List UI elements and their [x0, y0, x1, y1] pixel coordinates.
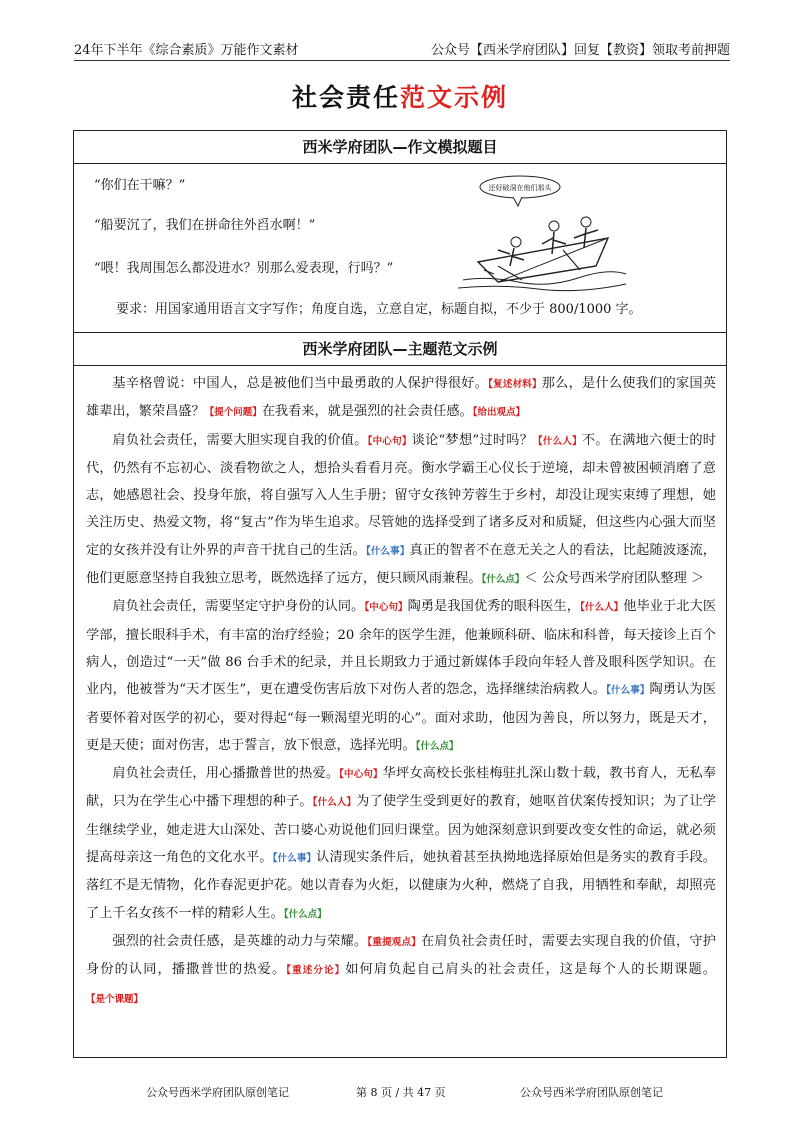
essay-text: 如何肩负起自己肩头的社会责任，这是每个人的长期课题。 — [345, 962, 716, 978]
annotation-tag: 【中心句】 — [367, 435, 412, 447]
essay-paragraph — [86, 370, 716, 427]
content-box — [73, 130, 727, 1058]
essay-text: 他毕业于北大医学部，擅长眼科手术，有丰富的治疗经验；20 余年的医学生涯，他兼顾科研、临床和科普，每天接诊上百个病人，创造过“一天”做 86 台手术的纪录，并且长期致力于通过新媒体手段向年轻人普及眼科医学知识。在业内，他被誉为“天才医生”，更在遭受伤害后放下对伤人者的怨念，选择继续治病救人。 — [86, 599, 717, 698]
annotation-tag: 【中心句】 — [339, 769, 383, 781]
essay-paragraph — [86, 593, 716, 760]
annotation-tag: 【什么事】 — [366, 545, 410, 557]
prompt-line: “你们在干嘛？” — [94, 178, 186, 193]
prompt-section-bar: 西米学府团队—作文模拟题目 — [74, 131, 726, 164]
speech-bubble-text: 还好破洞在他们那头 — [488, 184, 552, 192]
essay-text: 在我看来，就是强烈的社会责任感。 — [261, 404, 473, 420]
annotation-tag: 【什么人】 — [580, 602, 624, 614]
essay-text: 为了使学生受到更好的教育，她呕首伏案传授知识；为了让学生继续学业，她走进大山深处、苦口婆心劝说他们回归课堂。因为她深刻意识到要改变女性的命运，就必须提高母亲这一角色的文化水平。 — [86, 794, 716, 866]
prompt-requirement: 要求：用国家通用语言文字写作；角度自选，立意自定，标题自拟，不少于 800/1000 字。 — [116, 302, 642, 317]
essay-paragraph — [86, 760, 716, 928]
essay-text: 陶勇是我国优秀的眼科医生， — [407, 599, 581, 615]
annotation-tag: 【复述材料】 — [488, 379, 542, 390]
annotation-tag: 【是个课题】 — [86, 993, 144, 1005]
annotation-tag: 【什么人】 — [533, 435, 582, 447]
essay-text: 基辛格曾说：中国人，总是被他们当中最勇敢的人保护得很好。 — [112, 376, 489, 391]
prompt-section — [74, 164, 726, 333]
essay-text: 肩负社会责任，需要坚定守护身份的认同。 — [112, 599, 365, 615]
footer-right: 公众号西米学府团队原创笔记 — [520, 1086, 663, 1099]
essay-paragraph — [86, 427, 716, 594]
boat-cartoon-illustration — [458, 170, 628, 294]
essay-text: 谈论“梦想”过时吗？ — [411, 432, 534, 448]
prompt-line: “船要沉了，我们在拼命往外舀水啊！” — [94, 218, 316, 233]
essay-text: 肩负社会责任，用心播撒普世的热爱。 — [112, 766, 340, 782]
title-red: 范文示例 — [400, 83, 509, 112]
header-right: 公众号【西米学府团队】回复【教资】领取考前押题 — [430, 43, 730, 58]
header-left: 24年下半年《综合素质》万能作文素材 — [74, 43, 299, 58]
essay-text: 认清现实条件后，她执着甚至执拗地选择原始但是务实的教育手段。落红不是无情物，化作春泥更护花。她以青春为火炬，以健康为火种，燃烧了自我，用牺牲和奉献，却照亮了上千名女孩不一样的精彩人生。 — [86, 850, 716, 921]
annotation-tag: 【什么点】 — [415, 740, 459, 752]
annotation-tag: 【什么点】 — [283, 908, 327, 920]
essay-text: 那么，是什么使我们的家国英雄辈出，繁荣昌盛？ — [86, 376, 716, 420]
essay-text: ＜ 公众号西米学府团队整理 ＞ — [524, 571, 705, 587]
essay-text: 陶勇认为医者要怀着对医学的初心，要对得起“每一颗渴望光明的心”。面对求助，他因为善良，所以努力，既是天才，更是天使；面对伤害，忠于誓言，放下恨意，选择光明。 — [86, 682, 716, 753]
essay-text: 在肩负社会责任时，需要去实现自我的价值，守护身份的认同，播撒普世的热爱。 — [86, 933, 716, 978]
footer-left: 公众号西米学府团队原创笔记 — [146, 1086, 289, 1099]
essay-text: 强烈的社会责任感，是英雄的动力与荣耀。 — [112, 933, 368, 949]
annotation-tag: 【给出观点】 — [472, 407, 525, 419]
annotation-tag: 【重述分论】 — [286, 965, 346, 977]
title-black: 社会责任 — [291, 83, 400, 112]
annotation-tag: 【提个问题】 — [204, 407, 262, 419]
essay-section-bar: 西米学府团队—主题范文示例 — [74, 333, 726, 366]
page-title — [0, 78, 800, 114]
essay-paragraph — [86, 928, 716, 1013]
essay-text: 真正的智者不在意无关之人的看法，比起随波逐流，他们更愿意坚持自我独立思考，既然选择了远方，便只顾风雨兼程。 — [86, 542, 716, 587]
annotation-tag: 【什么事】 — [606, 685, 650, 697]
annotation-tag: 【什么事】 — [272, 853, 317, 865]
prompt-line: “喂！我周围怎么都没进水？别那么爱表现，行吗？” — [94, 261, 394, 276]
essay-text: 肩负社会责任，需要大胆实现自我的价值。 — [112, 432, 368, 448]
annotation-tag: 【什么人】 — [312, 797, 357, 809]
page-header — [74, 34, 730, 61]
essay-text: 不。在满地六便士的时代，仍然有不忘初心、淡看物欲之人，想拾头看看月亮。衡水学霸王心仪长于逆境，却未曾被困顿消磨了意志，她感恩社会、投身年旅，将自强写入人生手册；留守女孩钟芳蓉生于乡村，却没让现实束缚了理想，她关注历史、热爱文物，将“复古”作为毕生追求。尽管她的选择受到了诸多反对和质疑，但这些内心强大而坚定的女孩并没有让外界的声音干扰自己的生活。 — [86, 432, 716, 558]
page-number: 第 8 页 / 共 47 页 — [356, 1086, 446, 1099]
annotation-tag: 【重提观点】 — [367, 936, 421, 948]
annotation-tag: 【什么点】 — [481, 574, 525, 586]
essay-text: 华坪女高校长张桂梅驻扎深山数十载，教书育人，无私奉献，只为在学生心中播下理想的种子。 — [86, 766, 716, 810]
annotation-tag: 【中心句】 — [364, 602, 408, 614]
essay-body — [74, 366, 726, 1013]
